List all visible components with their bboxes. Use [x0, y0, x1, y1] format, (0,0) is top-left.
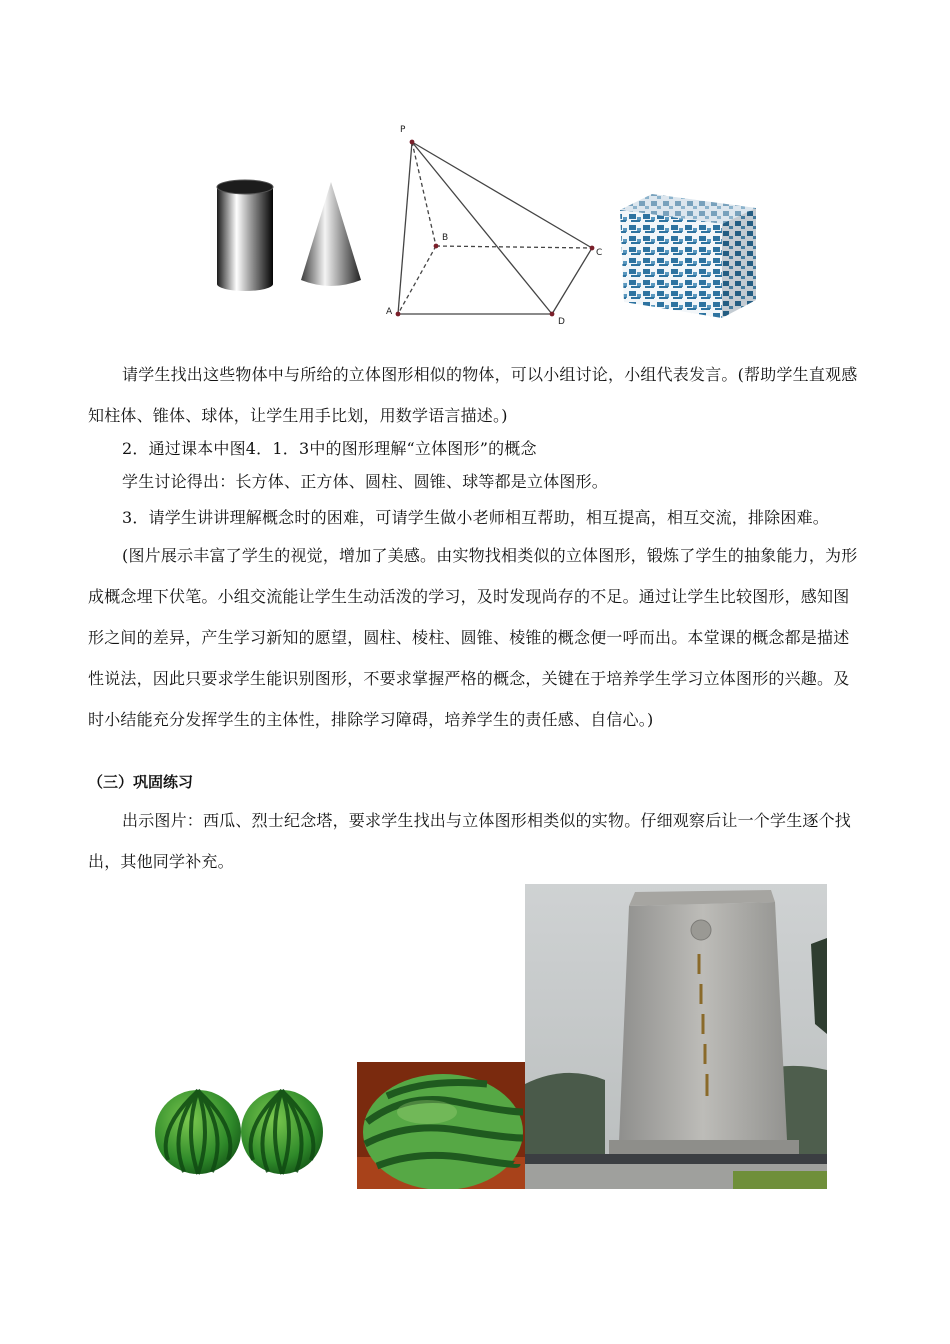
pyramid-diagram [384, 118, 608, 328]
section-heading: （三）巩固练习 [88, 773, 194, 791]
label-p: P [400, 125, 406, 135]
paragraph-1: 请学生找出这些物体中与所给的立体图形相似的物体，可以小组讨论，小组代表发言。(帮助学生直观感知柱体、锥体、球体，让学生用手比划，用数学语言描述。) [88, 365, 858, 425]
cone-image [298, 180, 364, 292]
watermelons-image [154, 1088, 326, 1176]
monument-tower-image [525, 884, 827, 1189]
paragraph-4: 3．请学生讲讲理解概念时的困难，可请学生做小老师相互帮助，相互提高，相互交流，排除困难。 [122, 508, 829, 527]
label-b: B [442, 233, 449, 243]
label-a: A [386, 307, 393, 317]
paragraph-3: 学生讨论得出：长方体、正方体、圆柱、圆锥、球等都是立体图形。 [122, 472, 609, 491]
section3-paragraph: 出示图片：西瓜、烈士纪念塔，要求学生找出与立体图形相类似的实物。仔细观察后让一个学生逐个找出，其他同学补充。 [88, 811, 852, 871]
label-c: C [596, 248, 603, 258]
section3-text [88, 800, 858, 882]
body-text [88, 354, 858, 740]
patterned-cube-image [614, 190, 764, 320]
cylinder-image [214, 178, 276, 293]
label-d: D [558, 317, 565, 327]
watermelon-closeup-image [357, 1062, 525, 1189]
paragraph-2: 2．通过课本中图4．1．3中的图形理解“立体图形”的概念 [122, 439, 537, 458]
paragraph-5: (图片展示丰富了学生的视觉，增加了美感。由实物找相类似的立体图形，锻炼了学生的抽象能力，为形成概念埋下伏笔。小组交流能让学生生动活泼的学习，及时发现尚存的不足。通过让学生比较图形，感知图形之间的差异，产生学习新知的愿望，圆柱、棱柱、圆锥、棱锥的概念便一呼而出。本堂课的概念都是描述性说法，因此只要求学生能识别图形，不要求掌握严格的概念，关键在于培养学生学习立体图形的兴趣。及时小结能充分发挥学生的主体性，排除学习障碍，培养学生的责任感、自信心。) [88, 546, 858, 729]
